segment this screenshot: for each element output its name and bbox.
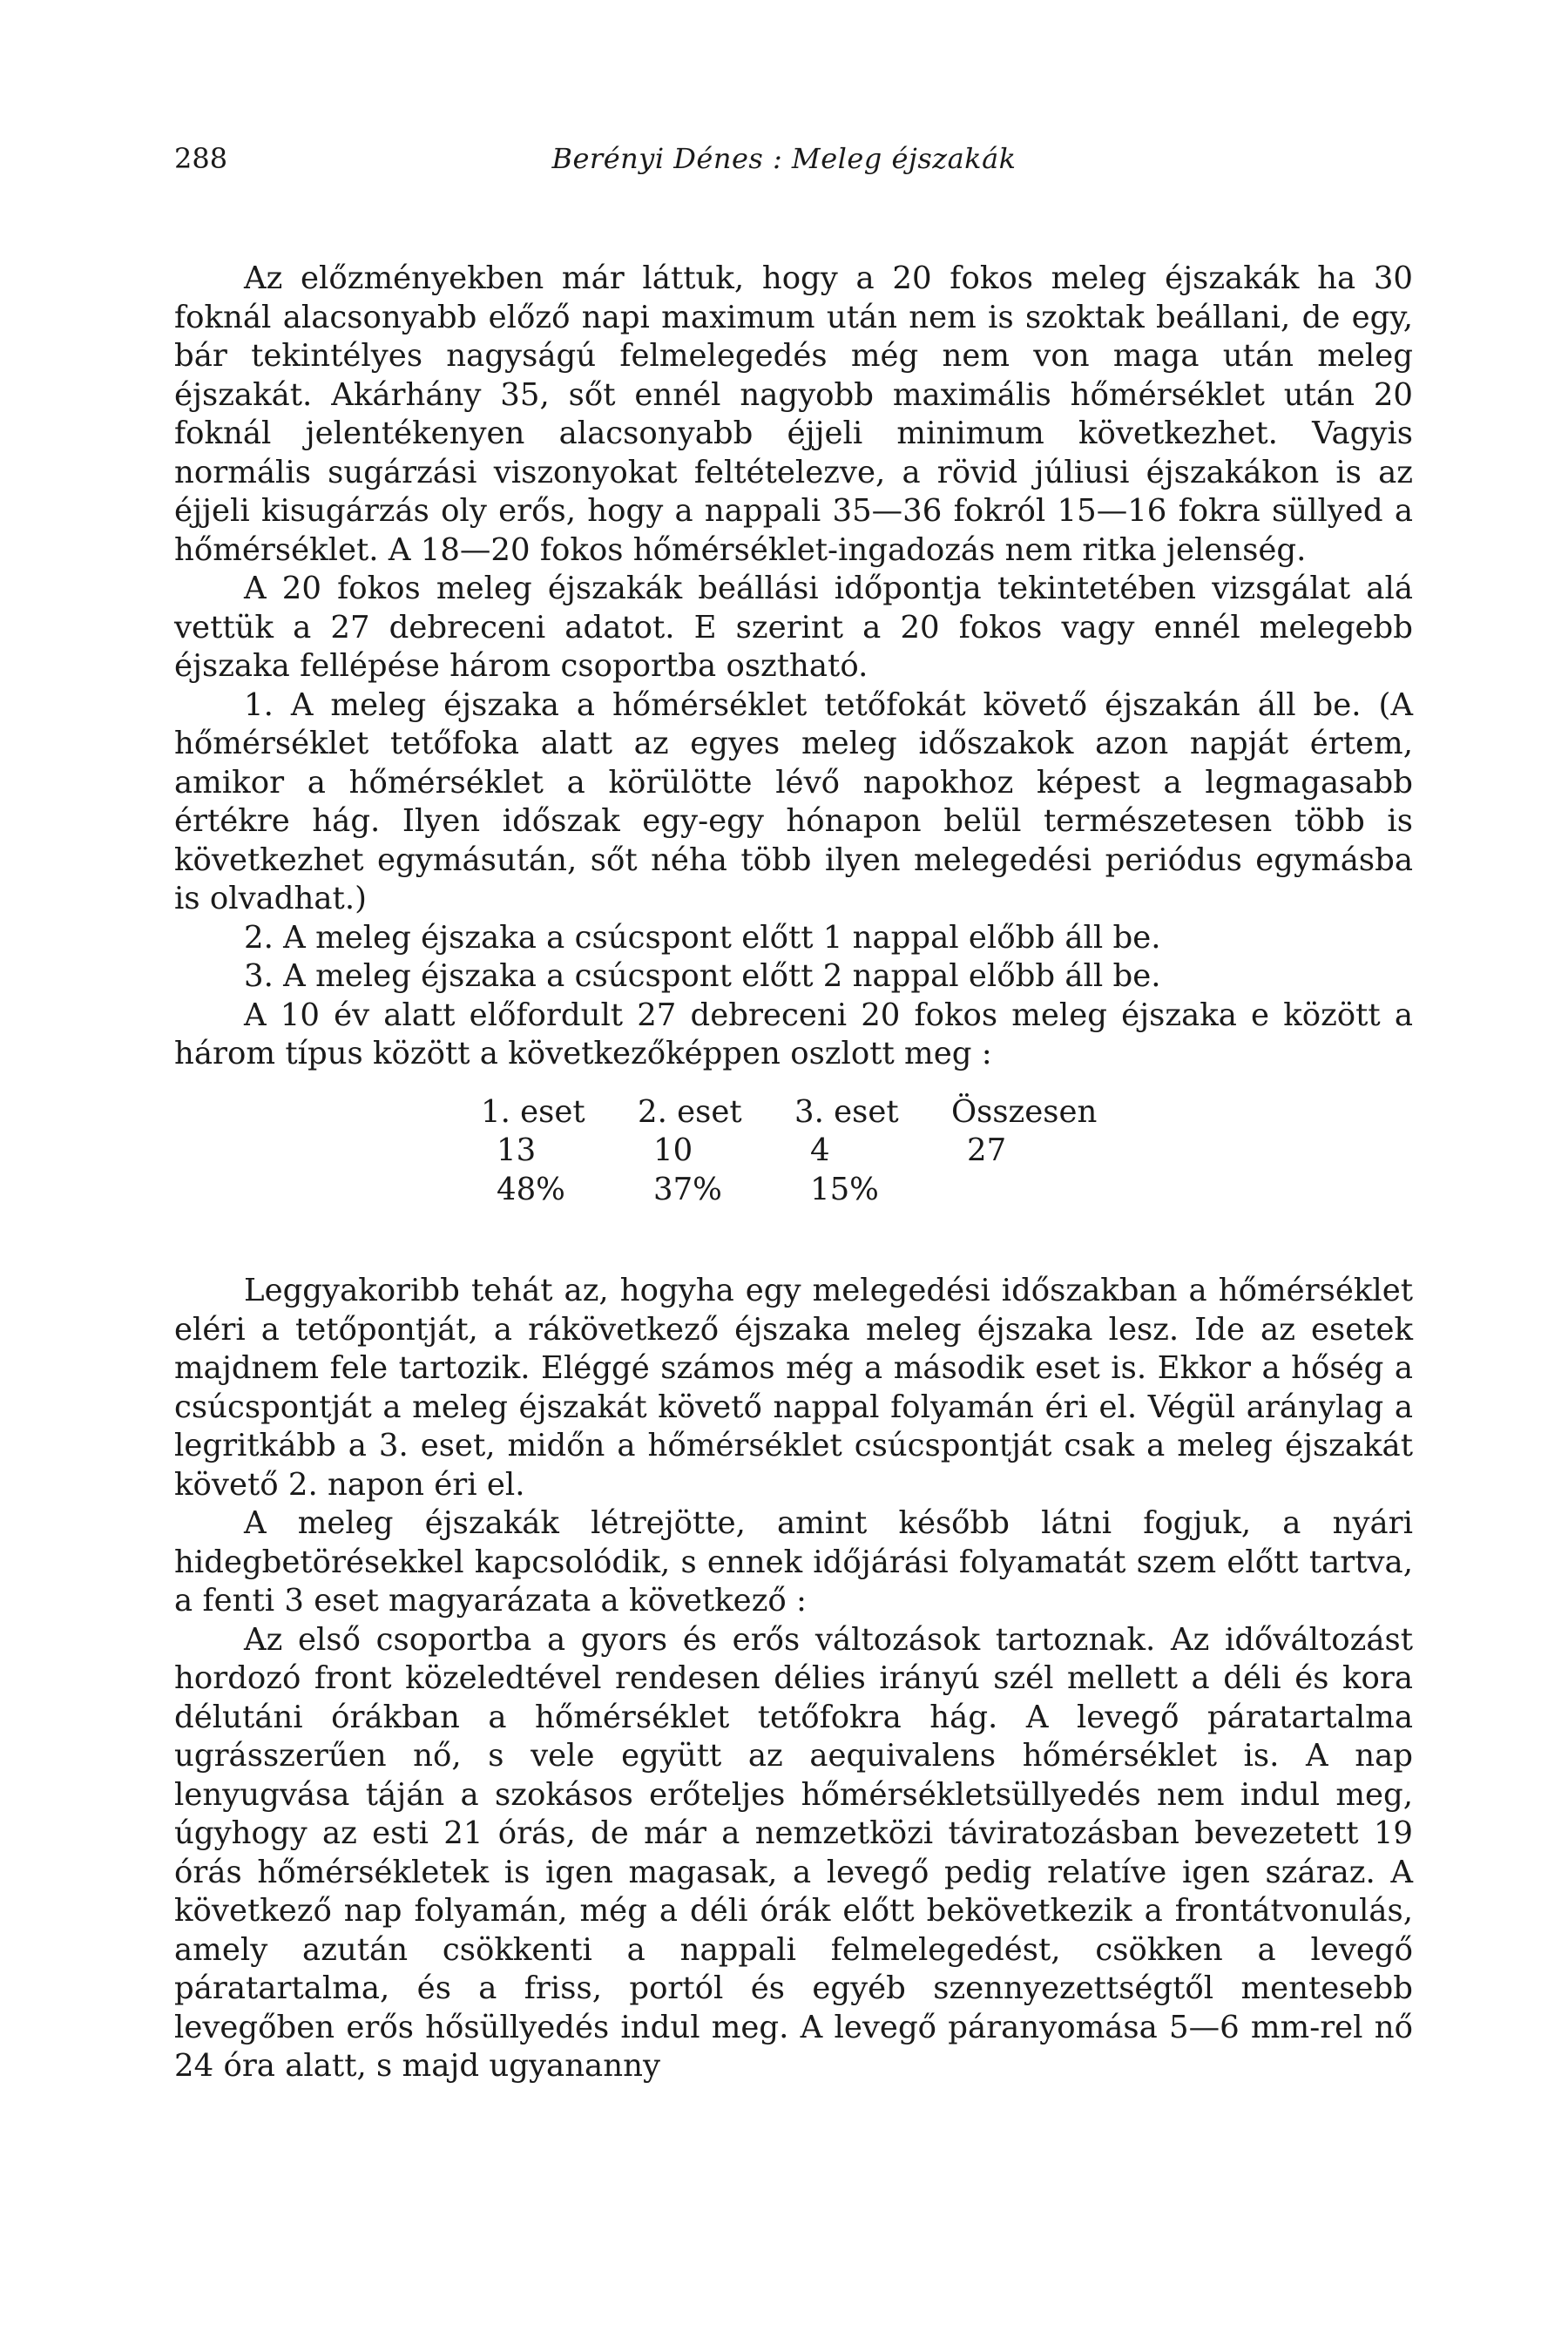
table-row-percents <box>174 1171 1413 1210</box>
paragraph: Leggyakoribb tehát az, hogyha egy melegedési időszakban a hőmérséklet eléri a tetőpontját, a rákövetkező éjszaka meleg éjszaka lesz. Ide az esetek majdnem fele tartozik. Eléggé számos még a második eset is. Ekkor a hőség a csúcspontját a meleg éjszakát követő nappal folyamán éri el. Végül aránylag a legritkább a 3. eset, midőn a hőmérséklet csúcspontját csak a meleg éjszakát követő 2. napon éri el. <box>174 1273 1413 1503</box>
paragraph: A 20 fokos meleg éjszakák beállási időpontja tekintetében vizsgálat alá vettük a 27 debreceni adatot. E szerint a 20 fokos vagy ennél melegebb éjszaka fellépése három csoportba osztható. <box>174 571 1413 684</box>
table-row-counts <box>174 1132 1413 1171</box>
page-header <box>174 142 1394 186</box>
table-cell: 37% <box>653 1171 722 1207</box>
case-distribution-table <box>174 1093 1413 1210</box>
table-cell: 10 <box>653 1132 693 1168</box>
paragraph: Az előzményekben már láttuk, hogy a 20 fokos meleg éjszakák ha 30 foknál alacsonyabb előző napi maximum után nem is szoktak beállani, de egy, bár tekintélyes nagyságú felmelegedés még nem von maga után meleg éjszakát. Akárhány 35, sőt ennél nagyobb maximális hőmérséklet után 20 foknál jelentékenyen alacsonyabb éjjeli minimum következhet. Vagyis normális sugárzási viszonyokat feltételezve, a rövid júliusi éjszakákon is az éjjeli kisugárzás oly erős, hogy a nappali 35—36 fokról 15—16 fokra süllyed a hőmérséklet. A 18—20 fokos hőmérséklet-ingadozás nem ritka jelenség. <box>174 260 1413 568</box>
running-title: Berényi Dénes : Meleg éjszakák <box>551 142 1017 175</box>
table-header-cell: 2. eset <box>638 1093 742 1130</box>
paragraph: A 10 év alatt előfordult 27 debreceni 20 fokos meleg éjszaka e között a három típus között a következőképpen oszlott meg : <box>174 997 1413 1071</box>
table-cell: 27 <box>967 1132 1007 1168</box>
table-cell: 15% <box>810 1171 879 1207</box>
table-cell: 4 <box>810 1132 830 1168</box>
list-item-3: 3. A meleg éjszaka a csúcspont előtt 2 nappal előbb áll be. <box>244 958 1161 994</box>
table-header-cell: 1. eset <box>481 1093 585 1130</box>
table-header-cell: 3. eset <box>794 1093 899 1130</box>
paragraph: Az első csoportba a gyors és erős változások tartoznak. Az időváltozást hordozó front közeledtével rendesen délies irányú szél mellett a déli és kora délutáni órákban a hőmérséklet tetőfokra hág. A levegő páratartalma ugrásszerűen nő, s vele együtt az aequivalens hőmérséklet is. A nap lenyugvása táján a szokásos erőteljes hőmérsékletsüllyedés nem indul meg, úgyhogy az esti 21 órás, de már a nemzetközi táviratozásban bevezetett 19 órás hőmérsékletek is igen magasak, a levegő pedig relatíve igen száraz. A következő nap folyamán, még a déli órák előtt bekövetkezik a frontátvonulás, amely azután csökkenti a nappali felmelegedést, csökken a levegő páratartalma, és a friss, portól és egyéb szennyezettségtől mentesebb levegőben erős hősüllyedés indul meg. A levegő páranyomása 5—6 mm-rel nő 24 óra alatt, s majd ugyananny <box>174 1621 1413 2084</box>
table-cell: 48% <box>497 1171 565 1207</box>
list-item-1: 1. A meleg éjszaka a hőmérséklet tetőfokát követő éjszakán áll be. (A hőmérséklet tetőfoka alatt az egyes meleg időszakok azon napját értem, amikor a hőmérséklet a körülötte lévő napokhoz képest a legmagasabb értékre hág. Ilyen időszak egy-egy hónapon belül természetesen több is következhet egymásután, sőt néha több ilyen melegedési periódus egymásba is olvadhat.) <box>174 686 1413 916</box>
page-number: 288 <box>174 142 228 175</box>
table-header-cell: Összesen <box>951 1093 1098 1130</box>
table-header-row <box>174 1093 1413 1132</box>
paragraph: A meleg éjszakák létrejötte, amint később látni fogjuk, a nyári hidegbetörésekkel kapcsolódik, s ennek időjárási folyamatát szem előtt tartva, a fenti 3 eset magyarázata a következő : <box>174 1505 1413 1619</box>
list-item-2: 2. A meleg éjszaka a csúcspont előtt 1 nappal előbb áll be. <box>244 919 1161 956</box>
body-text <box>174 260 1413 2086</box>
table-cell: 13 <box>497 1132 537 1168</box>
